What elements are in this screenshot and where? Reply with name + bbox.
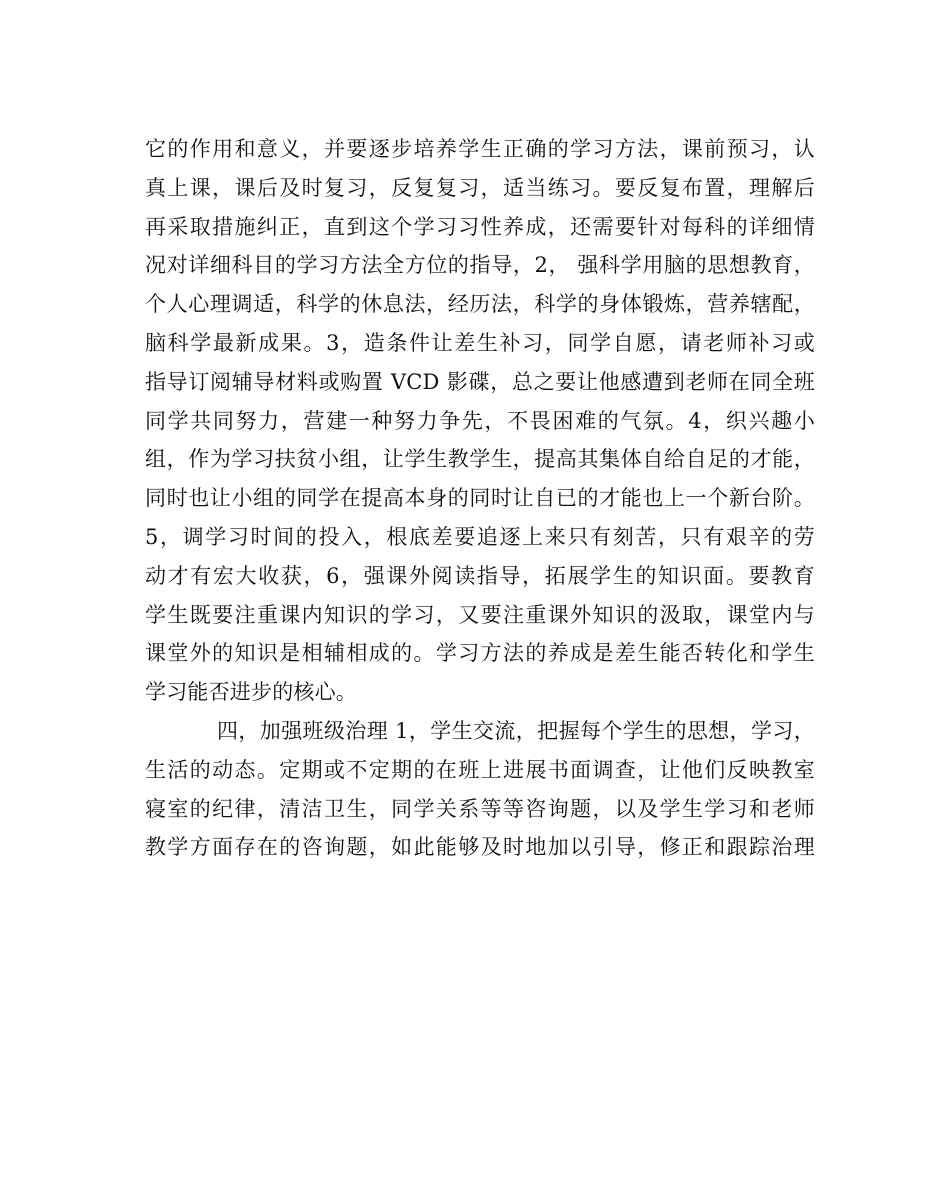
text-line: 再采取措施纠正，直到这个学习习性养成，还需要针对每科的详细情 bbox=[145, 214, 815, 239]
body-text bbox=[145, 130, 815, 867]
text-line: 它的作用和意义，并要逐步培养学生正确的学习方法，课前预习，认 bbox=[145, 137, 815, 161]
paragraph-2 bbox=[145, 712, 815, 867]
text-line: 指导订阅辅导材料或购置 VCD 影碟，总之要让他感遭到老师在同全班 bbox=[145, 369, 815, 394]
paragraph-1 bbox=[145, 130, 815, 712]
text-line: 脑科学最新成果。3，造条件让差生补习，同学自愿，请老师补习或 bbox=[145, 330, 815, 355]
text-line: 动才有宏大收获，6，强课外阅读指导，拓展学生的知识面。要教育 bbox=[145, 563, 815, 588]
text-line: 个人心理调适，科学的休息法，经历法，科学的身体锻炼，营养辖配， bbox=[145, 292, 815, 317]
text-line: 学生既要注重课内知识的学习，又要注重课外知识的汲取，课堂内与 bbox=[145, 602, 815, 627]
text-line: 生活的动态。定期或不定期的在班上进展书面调查，让他们反映教室 bbox=[145, 757, 815, 782]
text-line: 况对详细科目的学习方法全方位的指导，2， 强科学用脑的思想教育， bbox=[145, 253, 815, 278]
text-line: 寝室的纪律，清洁卫生，同学关系等等咨询题，以及学生学习和老师 bbox=[145, 796, 815, 821]
text-line: 教学方面存在的咨询题，如此能够及时地加以引导，修正和跟踪治理 bbox=[145, 835, 815, 860]
text-line: 四，加强班级治理 1，学生交流，把握每个学生的思想，学习， bbox=[217, 718, 815, 743]
text-line: 同学共同努力，营建一种努力争先，不畏困难的气氛。4，织兴趣小 bbox=[145, 408, 815, 433]
text-line: 课堂外的知识是相辅相成的。学习方法的养成是差生能否转化和学生 bbox=[145, 641, 815, 666]
text-line: 组，作为学习扶贫小组，让学生教学生，提高其集体自给自足的才能， bbox=[145, 447, 815, 472]
text-line: 同时也让小组的同学在提高本身的同时让自已的才能也上一个新台阶。 bbox=[145, 486, 815, 511]
text-line: 真上课，课后及时复习，反复复习，适当练习。要反复布置，理解后 bbox=[145, 175, 815, 200]
text-line: 学习能否进步的核心。 bbox=[145, 680, 357, 705]
text-line: 5，调学习时间的投入，根底差要追逐上来只有刻苦，只有艰辛的劳 bbox=[145, 524, 815, 549]
